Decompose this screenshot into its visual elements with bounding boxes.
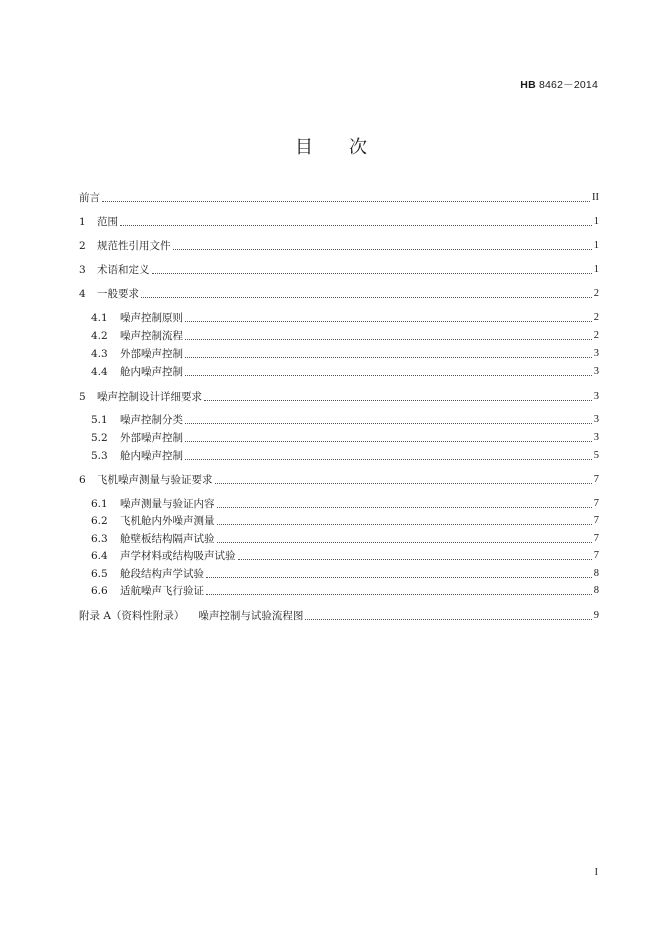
- standard-code: [520, 77, 598, 92]
- toc-entry-page: 3: [593, 391, 599, 402]
- toc-entry-page: 3: [593, 414, 599, 425]
- toc-leader-dots: [185, 338, 592, 340]
- toc-entry-6-4[interactable]: [91, 546, 599, 563]
- toc-entry-title: 舱壁板结构隔声试验: [120, 533, 215, 545]
- toc-entry-number: 6.2: [91, 515, 108, 527]
- page-title: 目次: [295, 137, 403, 158]
- toc-entry-page: 3: [593, 348, 599, 359]
- toc-entry-number: 6.3: [91, 533, 108, 545]
- toc-entry-5[interactable]: [79, 387, 599, 404]
- toc-entry-page: 2: [593, 288, 599, 299]
- toc-entry-title: 一般要求: [97, 288, 139, 300]
- toc-entry-title: 适航噪声飞行验证: [120, 585, 204, 597]
- toc-entry-page: 1: [593, 264, 599, 275]
- toc-entry-number: 5.1: [91, 414, 108, 426]
- toc-entry-number: 附录 A（资料性附录）: [79, 610, 185, 622]
- toc-leader-dots: [185, 422, 592, 424]
- toc-leader-dots: [204, 399, 592, 401]
- toc-entry-title: 外部噪声控制: [120, 348, 183, 360]
- standard-code-prefix: HB: [520, 79, 536, 91]
- toc-entry-page: 1: [593, 240, 599, 251]
- toc-entry-page: 1: [593, 216, 599, 227]
- toc-entry-title: 噪声控制流程: [120, 330, 183, 342]
- toc-entry-number: 5.3: [91, 450, 108, 462]
- toc-entry-6-5[interactable]: [91, 564, 599, 581]
- toc-leader-dots: [185, 356, 592, 358]
- toc-entry-title: 声学材料或结构吸声试验: [120, 550, 236, 562]
- page-number: I: [594, 867, 598, 878]
- toc-entry-title: 飞机噪声测量与验证要求: [97, 474, 213, 486]
- toc-leader-dots: [238, 558, 592, 560]
- toc-entry-6-2[interactable]: [91, 511, 599, 528]
- toc-entry-title: 规范性引用文件: [97, 240, 171, 252]
- toc-entry-4-4[interactable]: [91, 362, 599, 379]
- toc-entry-number: 5.2: [91, 432, 108, 444]
- toc-entry-6-3[interactable]: [91, 529, 599, 546]
- toc-entry-title: 外部噪声控制: [120, 432, 183, 444]
- toc-entry-title: 噪声控制原则: [120, 312, 183, 324]
- toc-entry-title: 噪声控制与试验流程图: [198, 610, 304, 622]
- toc-leader-dots: [217, 541, 592, 543]
- toc-entry-title: 范围: [97, 216, 118, 228]
- toc-entry-page: 7: [593, 515, 599, 526]
- toc-leader-dots: [305, 618, 591, 620]
- toc-entry-page: 8: [593, 568, 599, 579]
- toc-entry-number: 4.4: [91, 366, 108, 378]
- toc-entry-number: 1: [79, 216, 86, 228]
- toc-entry-title: 噪声测量与验证内容: [120, 498, 215, 510]
- toc-leader-dots: [141, 296, 592, 298]
- toc-entry-number: 4.1: [91, 312, 108, 324]
- toc-entry-2[interactable]: [79, 236, 599, 253]
- toc-entry-6-1[interactable]: [91, 494, 599, 511]
- toc-entry-number: 2: [79, 240, 86, 252]
- toc-leader-dots: [173, 248, 592, 250]
- toc-entry-number: 4: [79, 288, 86, 300]
- toc-entry-title: 噪声控制设计详细要求: [97, 391, 202, 403]
- toc-leader-dots: [215, 482, 592, 484]
- toc-entry-title: 舱段结构声学试验: [120, 568, 204, 580]
- toc-entry-number: 6.4: [91, 550, 108, 562]
- toc-entry-title: 舱内噪声控制: [120, 450, 183, 462]
- toc-entry-5-3[interactable]: [91, 446, 599, 463]
- toc-leader-dots: [206, 593, 592, 595]
- toc-entry-number: 6.1: [91, 498, 108, 510]
- toc-entry-title: 前言: [79, 192, 100, 204]
- toc-leader-dots: [152, 272, 592, 274]
- toc-entry-number: 3: [79, 264, 86, 276]
- toc-entry-3[interactable]: [79, 260, 599, 277]
- toc-entry-6[interactable]: [79, 470, 599, 487]
- toc-leader-dots: [206, 576, 592, 578]
- toc-entry-4-1[interactable]: [91, 308, 599, 325]
- toc-entry-number: 5: [79, 391, 86, 403]
- toc-entry-page: 2: [593, 312, 599, 323]
- toc-entry-page: 7: [593, 474, 599, 485]
- toc-entry-6-6[interactable]: [91, 581, 599, 598]
- toc-entry-page: 5: [593, 450, 599, 461]
- standard-code-number: 8462－2014: [535, 79, 598, 91]
- toc-entry-title: 术语和定义: [97, 264, 150, 276]
- toc-entry-page: 7: [593, 498, 599, 509]
- toc-entry-page: 2: [593, 330, 599, 341]
- toc-leader-dots: [185, 440, 592, 442]
- toc-entry-number: 6: [79, 474, 86, 486]
- toc-entry-4[interactable]: [79, 284, 599, 301]
- toc-entry-number: 4.2: [91, 330, 108, 342]
- toc-entry-title: 噪声控制分类: [120, 414, 183, 426]
- toc-entry-1[interactable]: [79, 212, 599, 229]
- toc-entry-page: 3: [593, 432, 599, 443]
- toc-entry-foreword[interactable]: [79, 188, 599, 205]
- toc-entry-page: 8: [593, 585, 599, 596]
- toc-leader-dots: [102, 200, 590, 202]
- toc-entry-page: 3: [593, 366, 599, 377]
- toc-entry-4-2[interactable]: [91, 326, 599, 343]
- toc-entry-title: 飞机舱内外噪声测量: [120, 515, 215, 527]
- toc-entry-page: II: [592, 192, 599, 203]
- toc-leader-dots: [185, 374, 592, 376]
- toc-leader-dots: [120, 224, 592, 226]
- toc-entry-5-2[interactable]: [91, 428, 599, 445]
- toc-leader-dots: [217, 523, 592, 525]
- toc-entry-number: 6.5: [91, 568, 108, 580]
- toc-leader-dots: [185, 458, 592, 460]
- toc-entry-title: 舱内噪声控制: [120, 366, 183, 378]
- toc-leader-dots: [217, 506, 592, 508]
- toc-entry-4-3[interactable]: [91, 344, 599, 361]
- toc-entry-page: 7: [593, 550, 599, 561]
- toc-entry-page: 7: [593, 533, 599, 544]
- toc-entry-number: 4.3: [91, 348, 108, 360]
- toc-entry-number: 6.6: [91, 585, 108, 597]
- toc-entry-appendix-a[interactable]: [79, 606, 599, 623]
- toc-leader-dots: [185, 320, 592, 322]
- toc-entry-page: 9: [593, 610, 599, 621]
- toc-entry-5-1[interactable]: [91, 410, 599, 427]
